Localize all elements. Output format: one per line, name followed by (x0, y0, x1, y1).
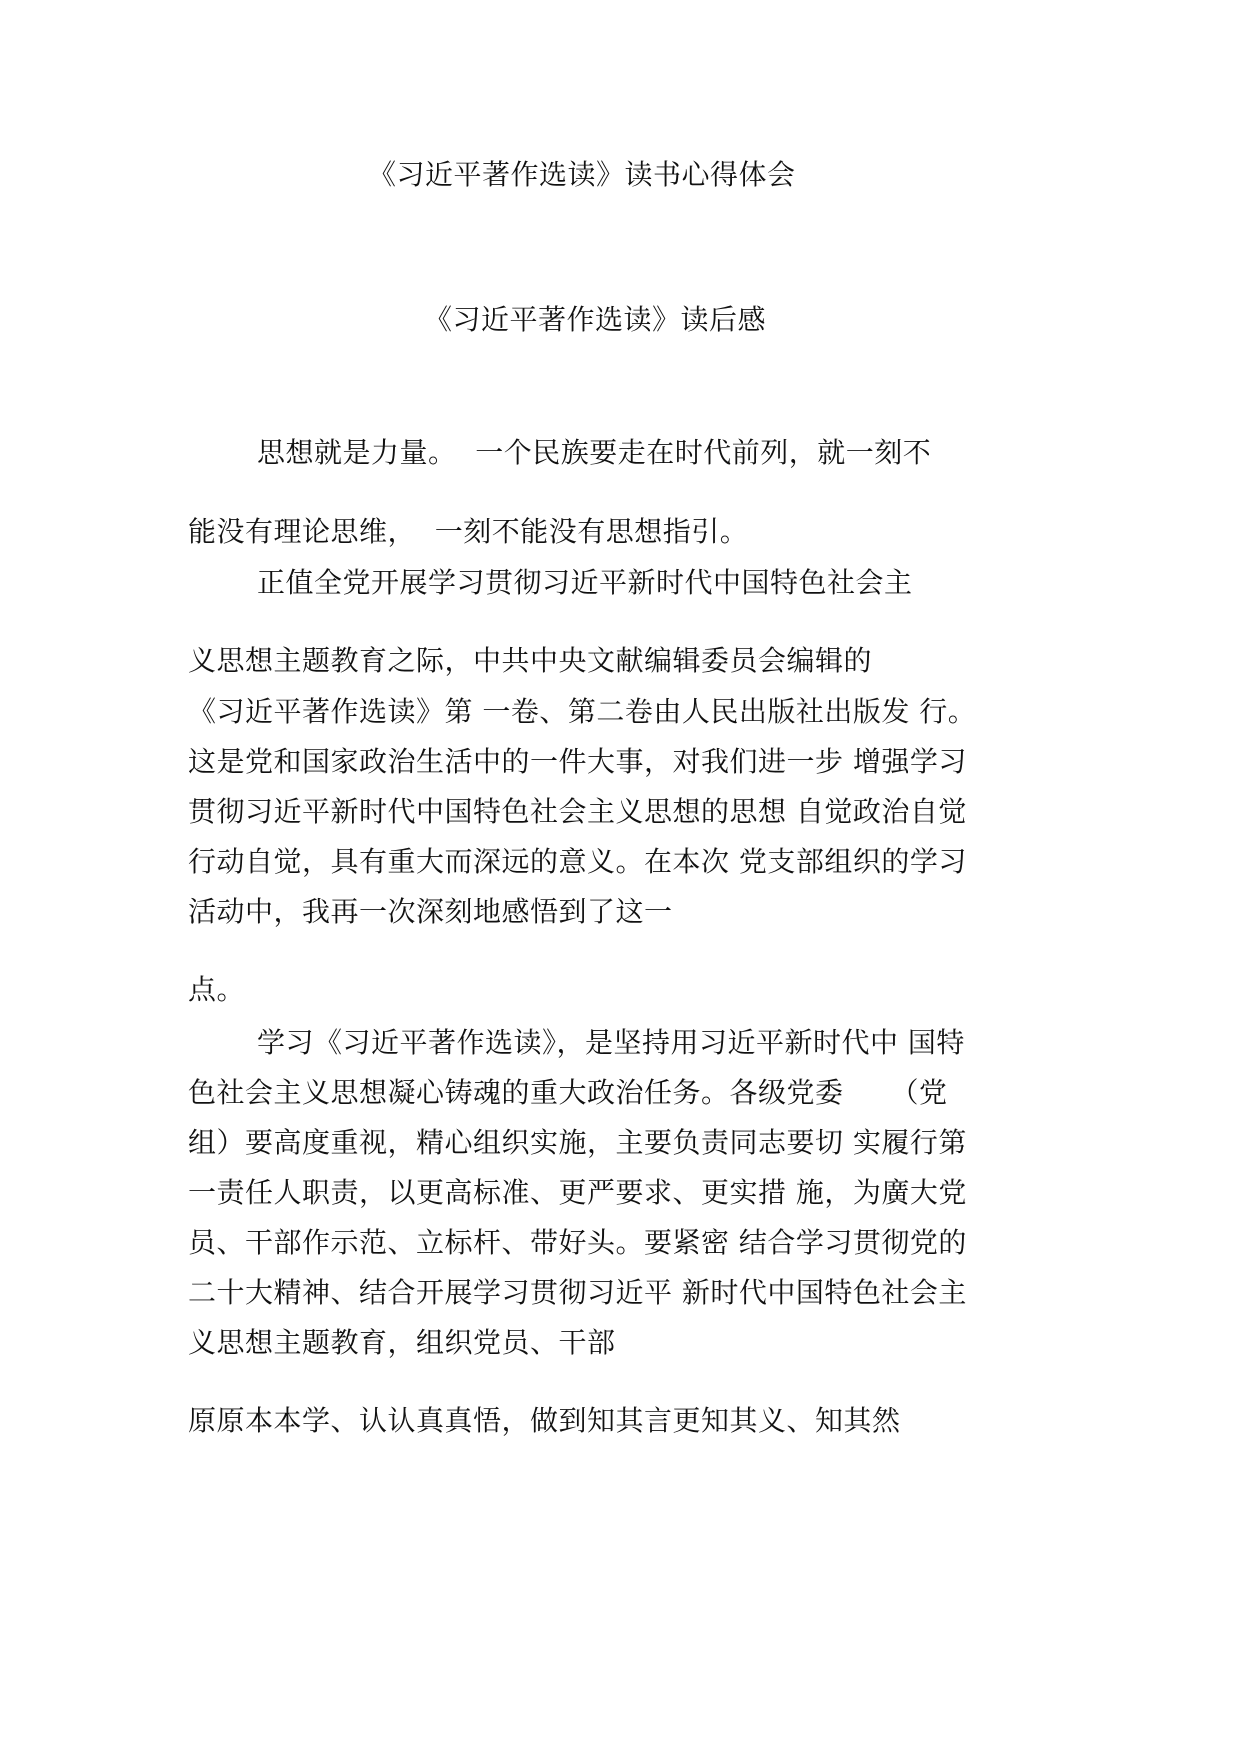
paragraph-line: 义思想主题教育之际，中共中央文献编辑委员会编辑的 (188, 644, 873, 677)
paragraph-line: 思想就是力量。 一个民族要走在时代前列，就一刻不 (257, 436, 932, 469)
paragraph-line: 贯彻习近平新时代中国特色社会主义思想的思想 自觉政治自觉 (188, 795, 967, 828)
paragraph-line: 员、干部作示范、立标杆、带好头。要紧密 结合学习贯彻党的 (188, 1226, 967, 1259)
paragraph-line: 二十大精神、结合开展学习贯彻习近平 新时代中国特色社会主 (188, 1276, 967, 1309)
paragraph-line: 义思想主题教育，组织党员、干部 (188, 1326, 616, 1359)
paragraph-line: 一责任人职责，以更高标准、更严要求、更实措 施，为廣大党 (188, 1176, 967, 1209)
paragraph-line: 学习《习近平著作选读》，是坚持用习近平新时代中 国特 (257, 1026, 965, 1059)
document-subtitle: 《习近平著作选读》读后感 (424, 303, 767, 336)
paragraph-line: 组）要高度重视，精心组织实施，主要负责同志要切 实履行第 (188, 1126, 967, 1159)
paragraph-line: 《习近平著作选读》第 一卷、第二卷由人民出版社出版发 行。 (188, 695, 977, 728)
paragraph-line: 行动自觉，具有重大而深远的意义。在本次 党支部组织的学习 (188, 845, 967, 878)
paragraph-line: 能没有理论思维， 一刻不能没有思想指引。 (188, 515, 749, 548)
paragraph-line: 原原本本学、认认真真悟，做到知其言更知其义、知其然 (188, 1404, 901, 1437)
document-title: 《习近平著作选读》读书心得体会 (368, 158, 796, 191)
paragraph-line: 正值全党开展学习贯彻习近平新时代中国特色社会主 (257, 566, 913, 599)
paragraph-line: 这是党和国家政治生活中的一件大事，对我们进一步 增强学习 (188, 745, 967, 778)
paragraph-line: 活动中，我再一次深刻地感悟到了这一 (188, 895, 673, 928)
paragraph-line: 点。 (188, 973, 246, 1006)
paragraph-line: 色社会主义思想凝心铸魂的重大政治任务。各级党委 （党 (188, 1076, 948, 1109)
